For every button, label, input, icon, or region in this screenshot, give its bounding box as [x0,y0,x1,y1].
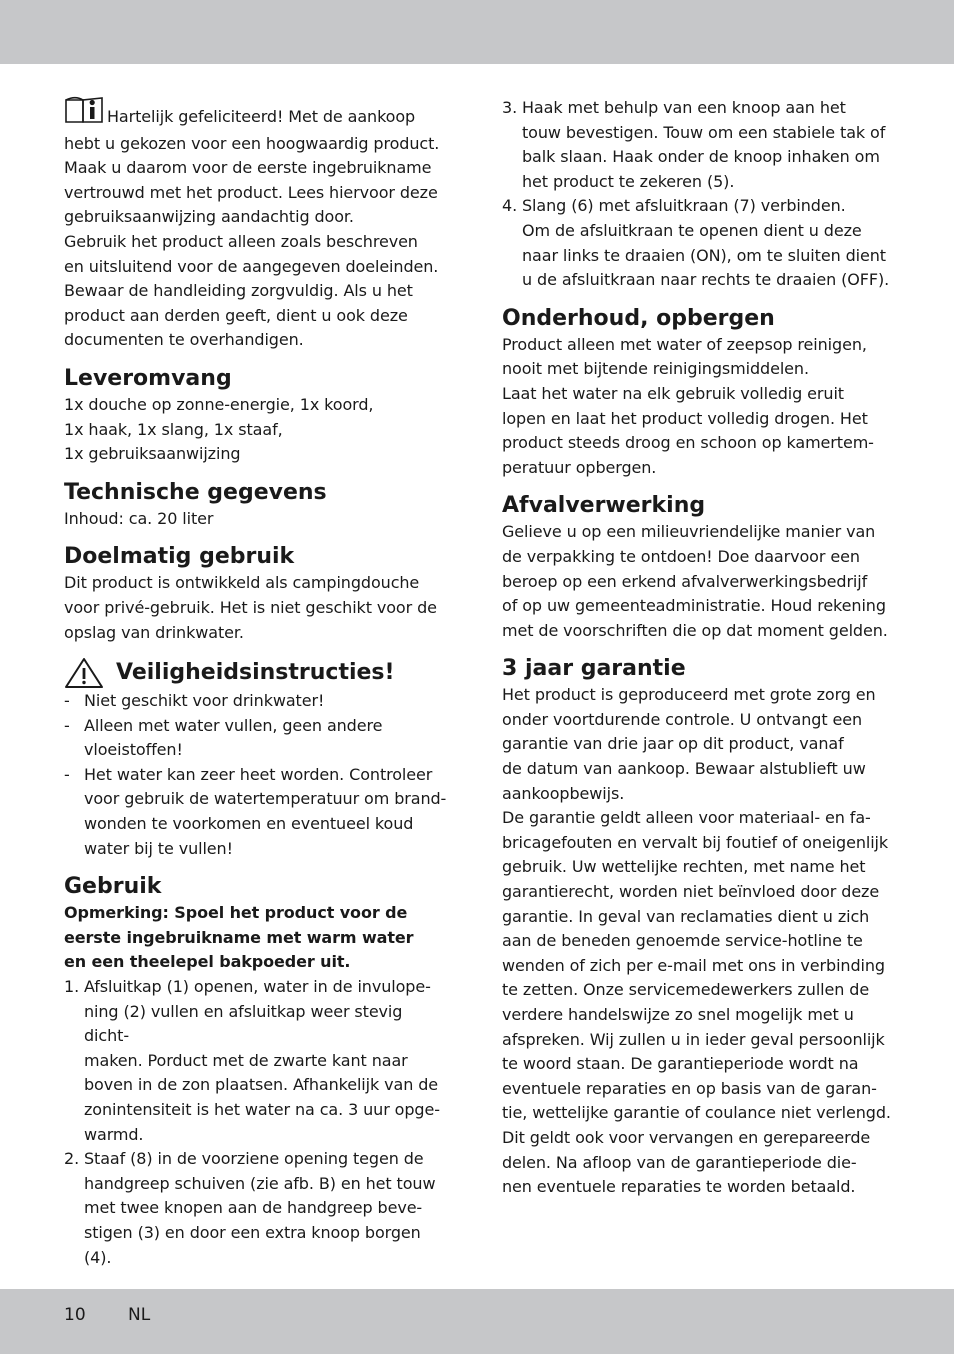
intro-line: Gebruik het product alleen zoals beschreven [64,231,418,251]
text-line: nooit met bijtende reinigingsmiddelen. [502,359,809,379]
intro-line: hebt u gekozen voor een hoogwaardig product. [64,133,440,153]
text-line: te zetten. Onze servicemedewerkers zullen de [502,980,870,1000]
text-line: aan de beneden genoemde service-hotline te [502,931,863,951]
step-item [502,194,894,292]
technische-text [64,507,450,532]
text-line: 1x douche op zonne-energie, 1x koord, [64,394,374,414]
text-line: nen eventuele reparaties te worden betaald. [502,1177,856,1197]
text-line: met twee knopen aan de handgreep beve- [84,1198,423,1218]
text-line: u de afsluitkraan naar rechts te draaien (OFF). [522,270,890,290]
text-line: lopen en laat het product volledig drogen. Het [502,408,868,428]
step-item [64,975,450,1147]
text-line: bricagefouten en vervalt bij foutief of oneigenlijk [502,832,889,852]
dash-bullet: - [64,691,70,711]
intro-line: Bewaar de handleiding zorgvuldig. Als u het [64,281,413,301]
text-line: Alleen met water vullen, geen andere [84,715,383,735]
text-line: eventuele reparaties en op basis van de garan- [502,1078,877,1098]
text-line: of op uw gemeenteadministratie. Houd rekening [502,596,886,616]
garantie-text [502,683,894,1199]
text-line: warmd. [84,1124,144,1144]
text-line: garantie. In geval van reclamaties dient u zich [502,906,870,926]
text-line: gebruik. Uw wettelijke rechten, met name het [502,857,866,877]
intro-paragraph [64,96,450,353]
step-number: 1. [64,977,80,997]
text-line: voor gebruik de watertemperatuur om brand- [84,789,447,809]
doelmatig-text [64,571,450,645]
text-line: Staaf (8) in de voorziene opening tegen de [84,1149,424,1169]
dash-bullet: - [64,715,70,735]
intro-line: documenten te overhandigen. [64,330,304,350]
text-line: opslag van drinkwater. [64,622,244,642]
doelmatig-heading: Doelmatig gebruik [64,544,295,570]
text-line: touw bevestigen. Touw om een stabiele tak of [522,122,886,142]
text-line: tie, wettelijke garantie of coulance niet verlengd. [502,1103,891,1123]
safety-list [64,689,450,861]
text-line: afspreken. Wij zullen u in ieder geval persoonlijk [502,1029,885,1049]
text-line: (4). [84,1247,112,1267]
text-line: peratuur opbergen. [502,457,657,477]
text-line: met de voorschriften die op dat moment gelden. [502,620,888,640]
text-line: Laat het water na elk gebruik volledig eruit [502,383,844,403]
step-item [502,96,894,194]
text-line: eerste ingebruikname met warm water [64,927,414,947]
steps-list-left [64,975,450,1270]
technische-heading: Technische gegevens [64,479,327,505]
garantie-heading: 3 jaar garantie [502,656,686,682]
intro-line: gebruiksaanwijzing aandachtig door. [64,207,354,227]
list-item [64,763,450,861]
text-line: de verpakking te ontdoen! Doe daarvoor een [502,546,860,566]
veiligheid-heading [64,657,450,689]
text-line: vloeistoffen! [84,740,183,760]
text-line: Inhoud: ca. 20 liter [64,508,214,528]
onderhoud-heading: Onderhoud, opbergen [502,305,775,331]
text-line: het product te zekeren (5). [522,171,735,191]
leveromvang-text [64,393,450,467]
text-line: Opmerking: Spoel het product voor de [64,903,408,923]
warning-triangle-icon [64,657,104,689]
text-line: garantierecht, worden niet beïnvloed door deze [502,882,880,902]
text-line: en een theelepel bakpoeder uit. [64,952,351,972]
header-band [0,0,954,64]
text-line: balk slaan. Haak onder de knoop inhaken om [522,147,880,167]
text-line: Haak met behulp van een knoop aan het [522,98,846,117]
text-line: delen. Na afloop van de garantieperiode die- [502,1152,857,1172]
text-line: wenden of zich per e-mail met ons in verbinding [502,955,885,975]
intro-line: Maak u daarom voor de eerste ingebruikname [64,158,432,178]
text-line: ning (2) vullen en afsluitkap weer stevig dicht- [84,1001,403,1046]
dash-bullet: - [64,764,70,784]
steps-list-right [502,96,894,293]
afval-text [502,520,894,643]
text-line: garantie van drie jaar op dit product, vanaf [502,734,844,754]
text-line: Het product is geproduceerd met grote zorg en [502,685,876,705]
text-line: Dit product is ontwikkeld als campingdouche [64,573,420,593]
text-line: water bij te vullen! [84,838,233,858]
text-line: wonden te voorkomen en eventueel koud [84,814,414,834]
text-line: Om de afsluitkraan te openen dient u deze [522,220,862,240]
text-line: Het water kan zeer heet worden. Controleer [84,764,433,784]
text-line: naar links te draaien (ON), om te sluiten dient [522,245,886,265]
language-code: NL [128,1305,151,1325]
text-line: 1x haak, 1x slang, 1x staaf, [64,419,283,439]
text-line: de datum van aankoop. Bewaar alstublieft uw [502,759,866,779]
leveromvang-heading: Leveromvang [64,365,232,391]
text-line: De garantie geldt alleen voor materiaal- en fa- [502,808,871,828]
list-item [64,714,450,763]
text-line: boven in de zon plaatsen. Afhankelijk van de [84,1075,439,1095]
text-line: verdere handelswijze zo snel mogelijk met u [502,1005,854,1024]
text-line: handgreep schuiven (zie afb. B) en het touw [84,1173,436,1193]
afval-heading: Afvalverwerking [502,493,706,519]
text-line: stigen (3) en door een extra knoop borgen [84,1222,421,1242]
step-number: 2. [64,1149,80,1169]
text-line: voor privé-gebruik. Het is niet geschikt voor de [64,597,437,617]
intro-line: vertrouwd met het product. Lees hiervoor deze [64,182,438,202]
text-line: zonintensiteit is het water na ca. 3 uur opge- [84,1100,440,1119]
text-line: Slang (6) met afsluitkraan (7) verbinden. [522,196,846,216]
intro-line: product aan derden geeft, dient u ook deze [64,305,408,325]
list-item [64,689,450,714]
text-line: te woord staan. De garantieperiode wordt na [502,1054,859,1074]
text-line: Dit geldt ook voor vervangen en gerepareerde [502,1127,871,1147]
step-number: 3. [502,98,518,117]
text-line: aankoopbewijs. [502,783,625,803]
veiligheid-title: Veiligheidsinstructies! [116,660,395,686]
text-line: Afsluitkap (1) openen, water in de invulope- [84,977,431,997]
gebruik-heading: Gebruik [64,874,162,900]
text-line: maken. Porduct met de zwarte kant naar [84,1050,408,1070]
text-line: product steeds droog en schoon op kamertem- [502,433,874,453]
intro-line: Hartelijk gefeliciteerd! Met de aankoop [107,107,416,126]
text-line: onder voortdurende controle. U ontvangt een [502,709,863,729]
step-number: 4. [502,196,518,216]
page-number: 10 [64,1305,86,1325]
text-line: Product alleen met water of zeepsop reinigen, [502,334,867,354]
text-line: Niet geschikt voor drinkwater! [84,691,325,711]
text-line: beroep op een erkend afvalverwerkingsbedrijf [502,571,868,591]
text-line: Gelieve u op een milieuvriendelijke manier van [502,522,876,542]
step-item [64,1147,450,1270]
intro-line: en uitsluitend voor de aangegeven doeleinden. [64,256,439,276]
text-line: 1x gebruiksaanwijzing [64,444,241,464]
manual-info-icon [64,96,104,132]
onderhoud-text [502,333,894,481]
left-column [64,96,450,1270]
right-column [502,96,894,1200]
gebruik-note [64,901,450,975]
